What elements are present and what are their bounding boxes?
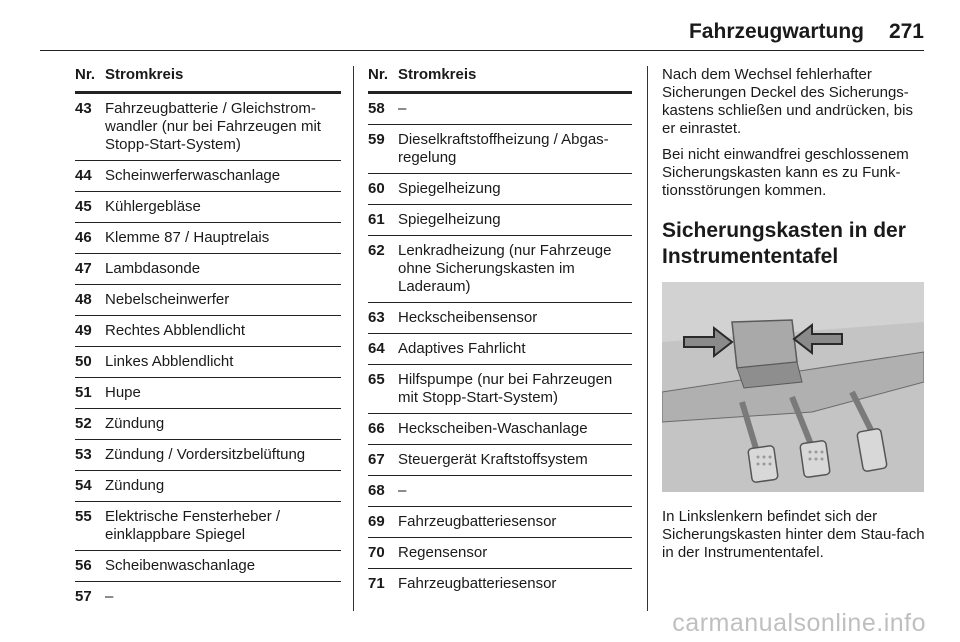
table-row [75,316,341,347]
fuse-number: 66 [368,420,385,437]
page-title: Fahrzeugwartung [688,20,864,43]
table-row [75,192,341,223]
column-divider [353,66,354,611]
page-header [40,20,924,51]
circuit-description: Zündung [105,415,165,432]
header-nr: Nr. [75,66,96,83]
fuse-number: 60 [368,180,385,197]
fuse-table-right [368,62,632,599]
table-row [75,502,341,551]
fuse-number: 53 [75,446,92,463]
fuse-number: 52 [75,415,92,432]
location-paragraph: In Linkslenkern befindet sich der Sicherungskasten hinter dem Stau-fach in der Instrumententafel. [662,508,925,561]
fuse-number: 62 [368,242,385,259]
table-row [75,94,341,161]
fuse-number: 56 [75,557,92,574]
circuit-description: Spiegelheizung [398,180,501,197]
table-row [368,205,632,236]
circuit-description: Fahrzeugbatteriesensor [398,575,557,592]
table-row [368,125,632,174]
table-row [368,174,632,205]
fuse-number: 69 [368,513,385,530]
fuse-number: 59 [368,131,385,148]
circuit-description: Lambdasonde [105,260,201,277]
circuit-description: Hilfspumpe (nur bei Fahrzeugen mit Stopp-Start-System) [398,371,613,406]
fuse-number: 45 [75,198,92,215]
table-row [75,440,341,471]
header-nr: Nr. [368,66,389,83]
fuse-number: 65 [368,371,385,388]
table-row [368,334,632,365]
table-row [75,378,341,409]
table-row [368,476,632,507]
circuit-description: Kühlergebläse [105,198,201,215]
table-row [75,254,341,285]
fuse-number: 48 [75,291,92,308]
header-circuit: Stromkreis [398,66,477,83]
table-row [368,507,632,538]
instruction-paragraph: Nach dem Wechsel fehlerhafter Sicherungen Deckel des Sicherungs-kastens schließen und andrücken, bis er einrastet. [662,66,913,137]
table-row [75,223,341,254]
circuit-description: – [105,588,114,605]
fuse-number: 44 [75,167,92,184]
table-row [368,538,632,569]
circuit-description: Heckscheibensensor [398,309,538,326]
table-row [75,409,341,440]
circuit-description: Fahrzeugbatterie / Gleichstrom-wandler (nur bei Fahrzeugen mit Stopp-Start-System) [105,100,321,153]
fuse-box-illustration [662,282,924,492]
table-row [368,414,632,445]
fuse-number: 68 [368,482,385,499]
circuit-description: Heckscheiben-Waschanlage [398,420,588,437]
table-row [75,347,341,378]
circuit-description: Fahrzeugbatteriesensor [398,513,557,530]
circuit-description: – [398,100,407,117]
fuse-number: 70 [368,544,385,561]
table-row [368,94,632,125]
circuit-description: Adaptives Fahrlicht [398,340,526,357]
header-circuit: Stromkreis [105,66,184,83]
table-row [368,445,632,476]
circuit-description: Scheinwerferwaschanlage [105,167,281,184]
circuit-description: Rechtes Abblendlicht [105,322,246,339]
circuit-description: Linkes Abblendlicht [105,353,234,370]
page-number: 271 [888,20,924,43]
watermark: carmanualsonline.info [672,609,926,637]
fuse-number: 50 [75,353,92,370]
circuit-description: – [398,482,407,499]
circuit-description: Zündung [105,477,165,494]
circuit-description: Elektrische Fensterheber / einklappbare Spiegel [105,508,281,543]
table-row [368,236,632,303]
circuit-description: Regensensor [398,544,488,561]
warning-paragraph: Bei nicht einwandfrei geschlossenem Sicherungskasten kann es zu Funk-tionsstörungen kommen. [662,146,909,199]
fuse-number: 47 [75,260,92,277]
table-row [368,365,632,414]
fuse-number: 57 [75,588,92,605]
table-row [75,551,341,582]
circuit-description: Hupe [105,384,141,401]
circuit-description: Dieselkraftstoffheizung / Abgas-regelung [398,131,609,166]
circuit-description: Scheibenwaschanlage [105,557,256,574]
fuse-number: 58 [368,100,385,117]
section-heading: Sicherungskasten in der Instrumententafel [662,219,906,268]
fuse-number: 49 [75,322,92,339]
fuse-number: 64 [368,340,385,357]
fuse-number: 61 [368,211,385,228]
fuse-table-left [75,62,341,612]
fuse-number: 63 [368,309,385,326]
text-column [662,66,926,570]
table-row [75,161,341,192]
table-header [75,62,341,94]
fuse-number: 43 [75,100,92,117]
table-row [368,569,632,599]
table-row [75,471,341,502]
circuit-description: Lenkradheizung (nur Fahrzeuge ohne Sicherungskasten im Laderaum) [398,242,612,295]
table-row [368,303,632,334]
table-row [75,582,341,612]
table-header [368,62,632,94]
circuit-description: Nebelscheinwerfer [105,291,230,308]
fuse-number: 55 [75,508,92,525]
fuse-number: 51 [75,384,92,401]
circuit-description: Spiegelheizung [398,211,501,228]
fuse-number: 54 [75,477,92,494]
fuse-number: 71 [368,575,385,592]
circuit-description: Zündung / Vordersitzbelüftung [105,446,306,463]
fuse-number: 67 [368,451,385,468]
table-row [75,285,341,316]
circuit-description: Klemme 87 / Hauptrelais [105,229,270,246]
column-divider [647,66,648,611]
fuse-number: 46 [75,229,92,246]
circuit-description: Steuergerät Kraftstoffsystem [398,451,588,468]
